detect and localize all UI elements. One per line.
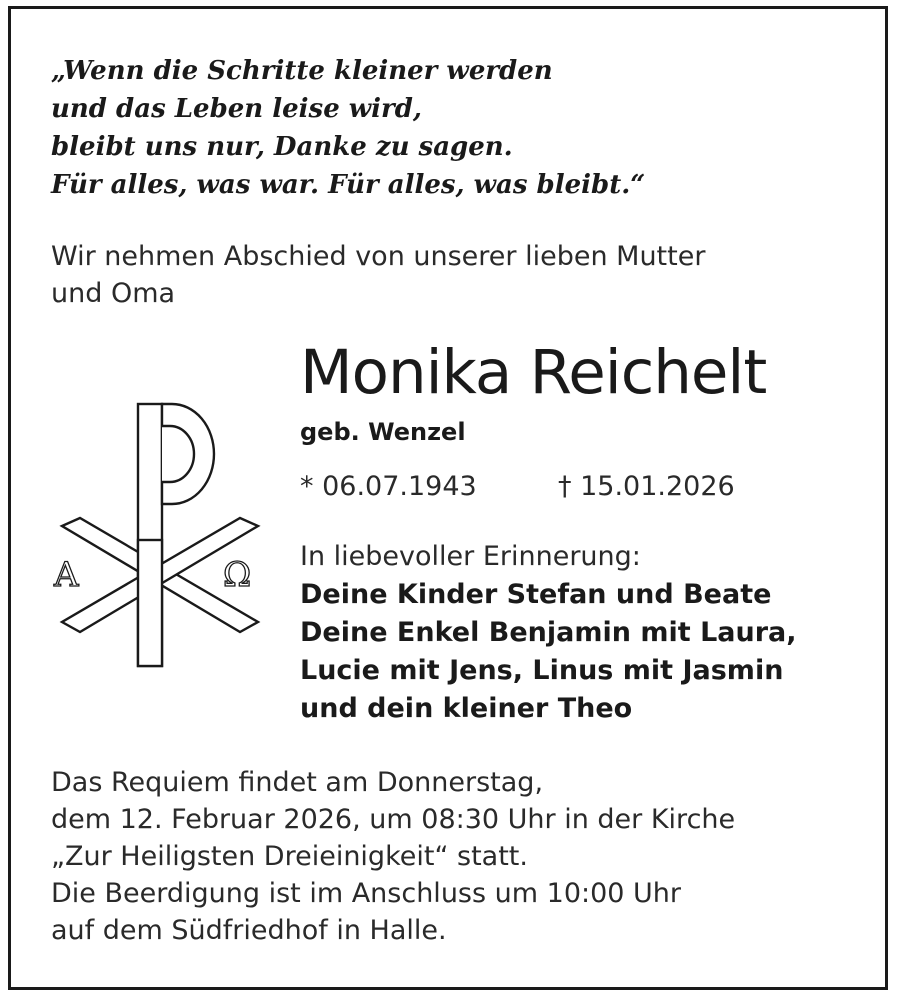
chi-rho-alpha-omega-icon <box>40 400 280 670</box>
death-date: † 15.01.2026 <box>558 471 735 502</box>
alpha-letter: A <box>54 555 79 595</box>
omega-letter: Ω <box>223 555 252 595</box>
memorial-quote: „Wenn die Schritte kleiner werden und das Leben leise wird, bleibt uns nur, Danke zu sagen. Für alles, was war. Für alles, was bleibt.“ <box>51 56 646 200</box>
farewell-intro: Wir nehmen Abschied von unserer lieben Mutter und Oma <box>51 241 706 309</box>
service-details: Das Requiem findet am Donnerstag, dem 12. Februar 2026, um 08:30 Uhr in der Kirche „Zur Heiligsten Dreieinigkeit“ statt. Die Beerdigung ist im Anschluss um 10:00 Uhr auf dem Südfriedhof in Halle. <box>51 767 736 946</box>
mourner-names: Deine Kinder Stefan und Beate Deine Enkel Benjamin mit Laura, Lucie mit Jens, Linus mit Jasmin und dein kleiner Theo <box>300 579 797 724</box>
birth-date: * 06.07.1943 <box>300 471 477 502</box>
life-dates <box>300 470 735 504</box>
maiden-name: geb. Wenzel <box>300 418 466 446</box>
deceased-name: Monika Reichelt <box>300 337 767 408</box>
mourners-block <box>300 538 797 728</box>
remembrance-line: In liebevoller Erinnerung: <box>300 541 641 572</box>
